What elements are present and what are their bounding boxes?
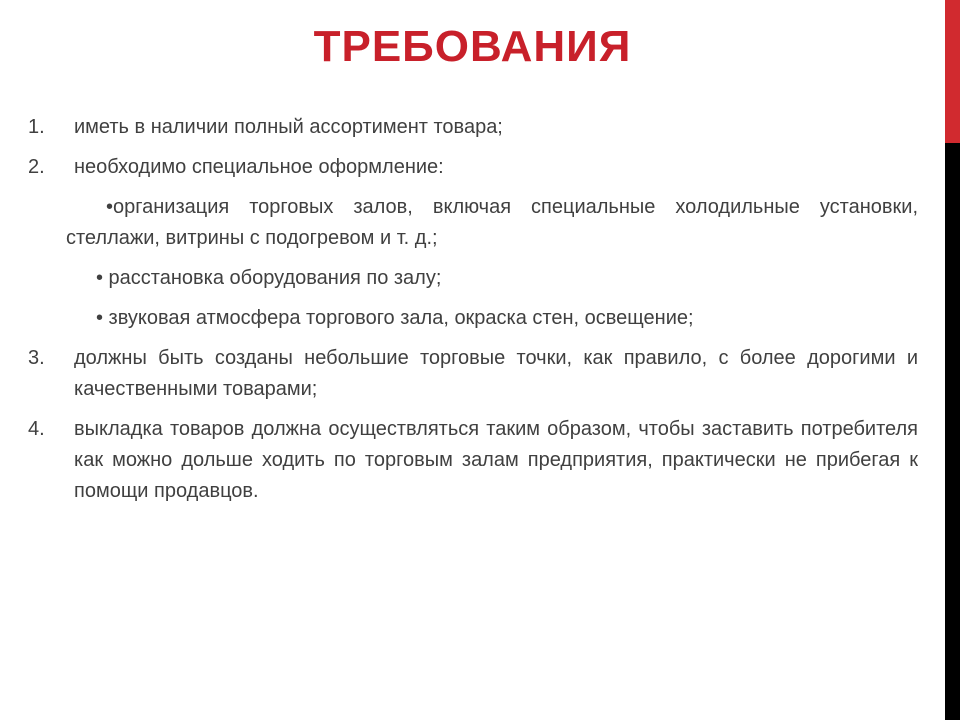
list-item: [28, 112, 918, 143]
sub-item: • звуковая атмосфера торгового зала, окраска стен, освещение;: [96, 307, 694, 329]
accent-bar-black: [945, 143, 960, 720]
list-item: [28, 152, 918, 183]
accent-bar-red: [945, 0, 960, 143]
list-text: иметь в наличии полный ассортимент товара;: [74, 116, 503, 138]
slide-title: ТРЕБОВАНИЯ: [313, 22, 632, 71]
list-number: 4.: [28, 418, 45, 440]
list-text: выкладка товаров должна осуществляться таким образом, чтобы заставить потребителя как можно дольше ходить по торговым залам предприятия, практически не прибегая к помощи продавцов.: [74, 418, 918, 502]
list-item: [28, 414, 918, 507]
list-number: 1.: [28, 116, 45, 138]
list-number: 3.: [28, 347, 45, 369]
slide-content: [28, 112, 918, 516]
list-item: [28, 343, 918, 405]
list-number: 2.: [28, 156, 45, 178]
list-text: необходимо специальное оформление:: [74, 156, 444, 178]
sub-item: •организация торговых залов, включая специальные холодильные установки, стеллажи, витрины с подогревом и т. д.;: [66, 196, 918, 249]
sub-item: • расстановка оборудования по залу;: [96, 267, 442, 289]
list-text: должны быть созданы небольшие торговые точки, как правило, с более дорогими и качественными товарами;: [74, 347, 918, 400]
